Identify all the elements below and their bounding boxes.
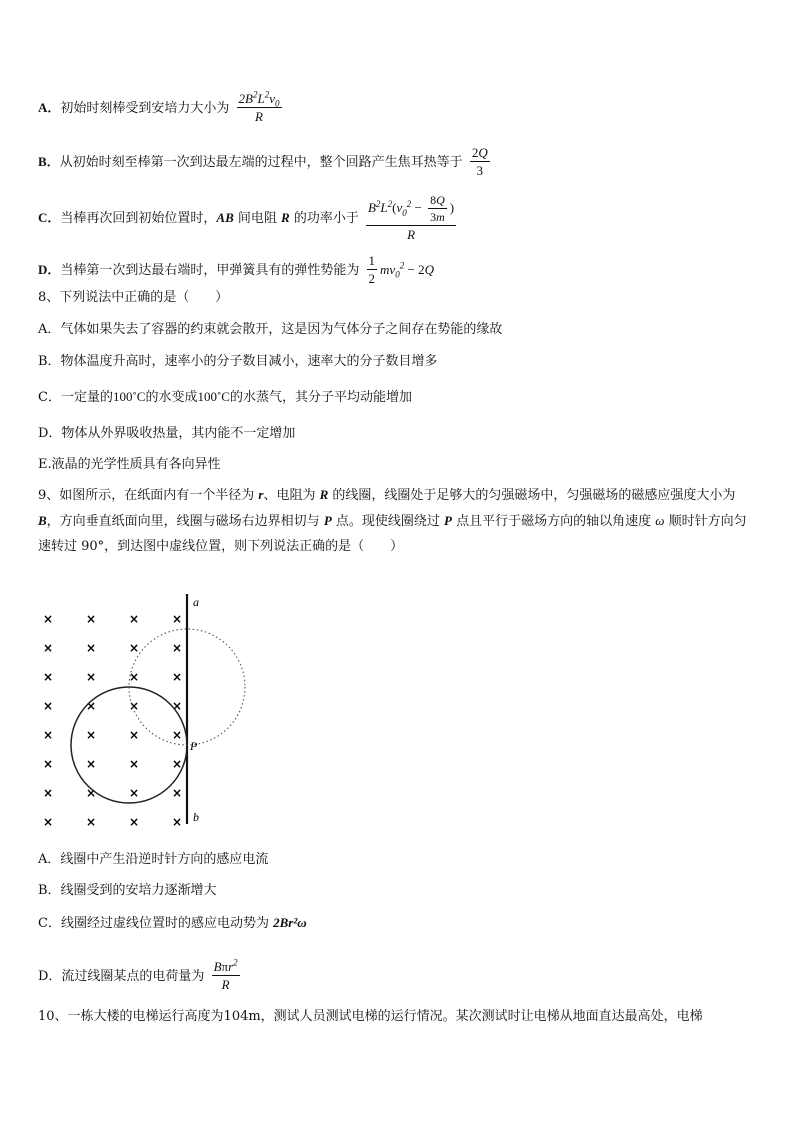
field-cross-mark: × bbox=[128, 699, 140, 713]
q8-stem: 8、下列说法中正确的是（ ） bbox=[38, 290, 229, 305]
field-cross-mark: × bbox=[171, 670, 183, 684]
q7-option-d: D．当棒第一次到达最右端时，甲弹簧具有的弹性势能为 $\frac{1}{2}$ $mv_0^2 - 2Q$ bbox=[38, 253, 434, 287]
q8-option-b: B．物体温度升高时，速率小的分子数目减小，速率大的分子数目增多 bbox=[38, 354, 438, 369]
field-cross-mark: × bbox=[85, 670, 97, 684]
field-cross-mark: × bbox=[128, 786, 140, 800]
field-cross-mark: × bbox=[128, 757, 140, 771]
label-p: P bbox=[190, 739, 198, 753]
field-cross-mark: × bbox=[128, 728, 140, 742]
label-b: b bbox=[193, 810, 199, 824]
field-cross-mark: × bbox=[128, 641, 140, 655]
q9-option-a: A．线圈中产生沿逆时针方向的感应电流 bbox=[38, 852, 269, 867]
q7-option-b: B．从初始时刻至棒第一次到达最左端的过程中，整个回路产生焦耳热等于 $\frac{2Q}{3}$ bbox=[38, 145, 488, 179]
field-cross-mark: × bbox=[42, 728, 54, 742]
q10-stem: 10、一栋大楼的电梯运行高度为104m，测试人员测试电梯的运行情况。某次测试时让电梯从地面直达最高处，电梯 bbox=[38, 1009, 703, 1024]
field-cross-mark: × bbox=[128, 612, 140, 626]
formula-fraction: $\frac{2Q}{3}$ bbox=[471, 145, 488, 179]
q8-option-d: D．物体从外界吸收热量，其内能不一定增加 bbox=[38, 426, 296, 441]
field-cross-mark: × bbox=[171, 612, 183, 626]
magnetic-field-diagram bbox=[30, 588, 270, 833]
field-cross-mark: × bbox=[171, 786, 183, 800]
label-a: a bbox=[193, 595, 199, 609]
formula-fraction: $\frac{B\pi r^2}{R}$ bbox=[213, 957, 238, 993]
field-cross-mark: × bbox=[42, 786, 54, 800]
field-cross-mark: × bbox=[42, 699, 54, 713]
q9-option-d: D．流过线圈某点的电荷量为 $\frac{B\pi r^2}{R}$ bbox=[38, 957, 238, 993]
field-cross-mark: × bbox=[128, 815, 140, 829]
field-cross-mark: × bbox=[171, 641, 183, 655]
q7-option-a: A．初始时刻棒受到安培力大小为 $\frac{2B^2L^2v_0}{R}$ bbox=[38, 89, 280, 125]
field-cross-mark: × bbox=[171, 699, 183, 713]
field-cross-mark: × bbox=[171, 728, 183, 742]
field-cross-mark: × bbox=[85, 612, 97, 626]
q8-option-e: E.液晶的光学性质具有各向异性 bbox=[38, 457, 221, 472]
field-cross-mark: × bbox=[85, 699, 97, 713]
q7-option-c: C．当棒再次回到初始位置时，AB 间电阻 R 的功率小于 $B^2L^2(v_0^2$ − $\frac{8Q}{3m}$ ) R bbox=[38, 193, 455, 243]
formula-fraction: $\frac{2B^2L^2v_0}{R}$ bbox=[238, 89, 280, 125]
field-cross-mark: × bbox=[171, 757, 183, 771]
field-cross-mark: × bbox=[85, 641, 97, 655]
q9-option-c: C．线圈经过虚线位置时的感应电动势为 2Br²ω bbox=[38, 915, 307, 931]
q9-stem: 9、如图所示，在纸面内有一个半径为 r、电阻为 R 的线圈，线圈处于足够大的匀强磁场中，匀强磁场的磁感应强度大小为 B，方向垂直纸面向里，线圈与磁场右边界相切与 P 点。现使线圈绕过 P 点且平行于磁场方向的轴以角速度 ω 顺时针方向匀速转过 90°，到达图中虚线位置，则下列说法正确的是（ ） bbox=[38, 487, 747, 554]
formula-fraction: $B^2L^2(v_0^2$ − $\frac{8Q}{3m}$ ) R bbox=[367, 193, 455, 243]
field-cross-mark: × bbox=[85, 728, 97, 742]
field-cross-mark: × bbox=[42, 612, 54, 626]
field-cross-mark: × bbox=[42, 670, 54, 684]
field-marks bbox=[43, 612, 182, 829]
field-cross-mark: × bbox=[85, 757, 97, 771]
field-cross-mark: × bbox=[42, 815, 54, 829]
q8-option-c: C．一定量的100˚C的水变成100˚C的水蒸气，其分子平均动能增加 bbox=[38, 389, 412, 405]
field-cross-mark: × bbox=[85, 786, 97, 800]
field-cross-mark: × bbox=[42, 757, 54, 771]
q8-option-a: A．气体如果失去了容器的约束就会散开，这是因为气体分子之间存在势能的缘故 bbox=[38, 322, 503, 337]
field-cross-mark: × bbox=[128, 670, 140, 684]
field-cross-mark: × bbox=[85, 815, 97, 829]
q9-option-b: B．线圈受到的安培力逐渐增大 bbox=[38, 883, 217, 898]
formula-fraction: $\frac{1}{2}$ bbox=[368, 253, 376, 287]
field-cross-mark: × bbox=[171, 815, 183, 829]
field-cross-mark: × bbox=[42, 641, 54, 655]
